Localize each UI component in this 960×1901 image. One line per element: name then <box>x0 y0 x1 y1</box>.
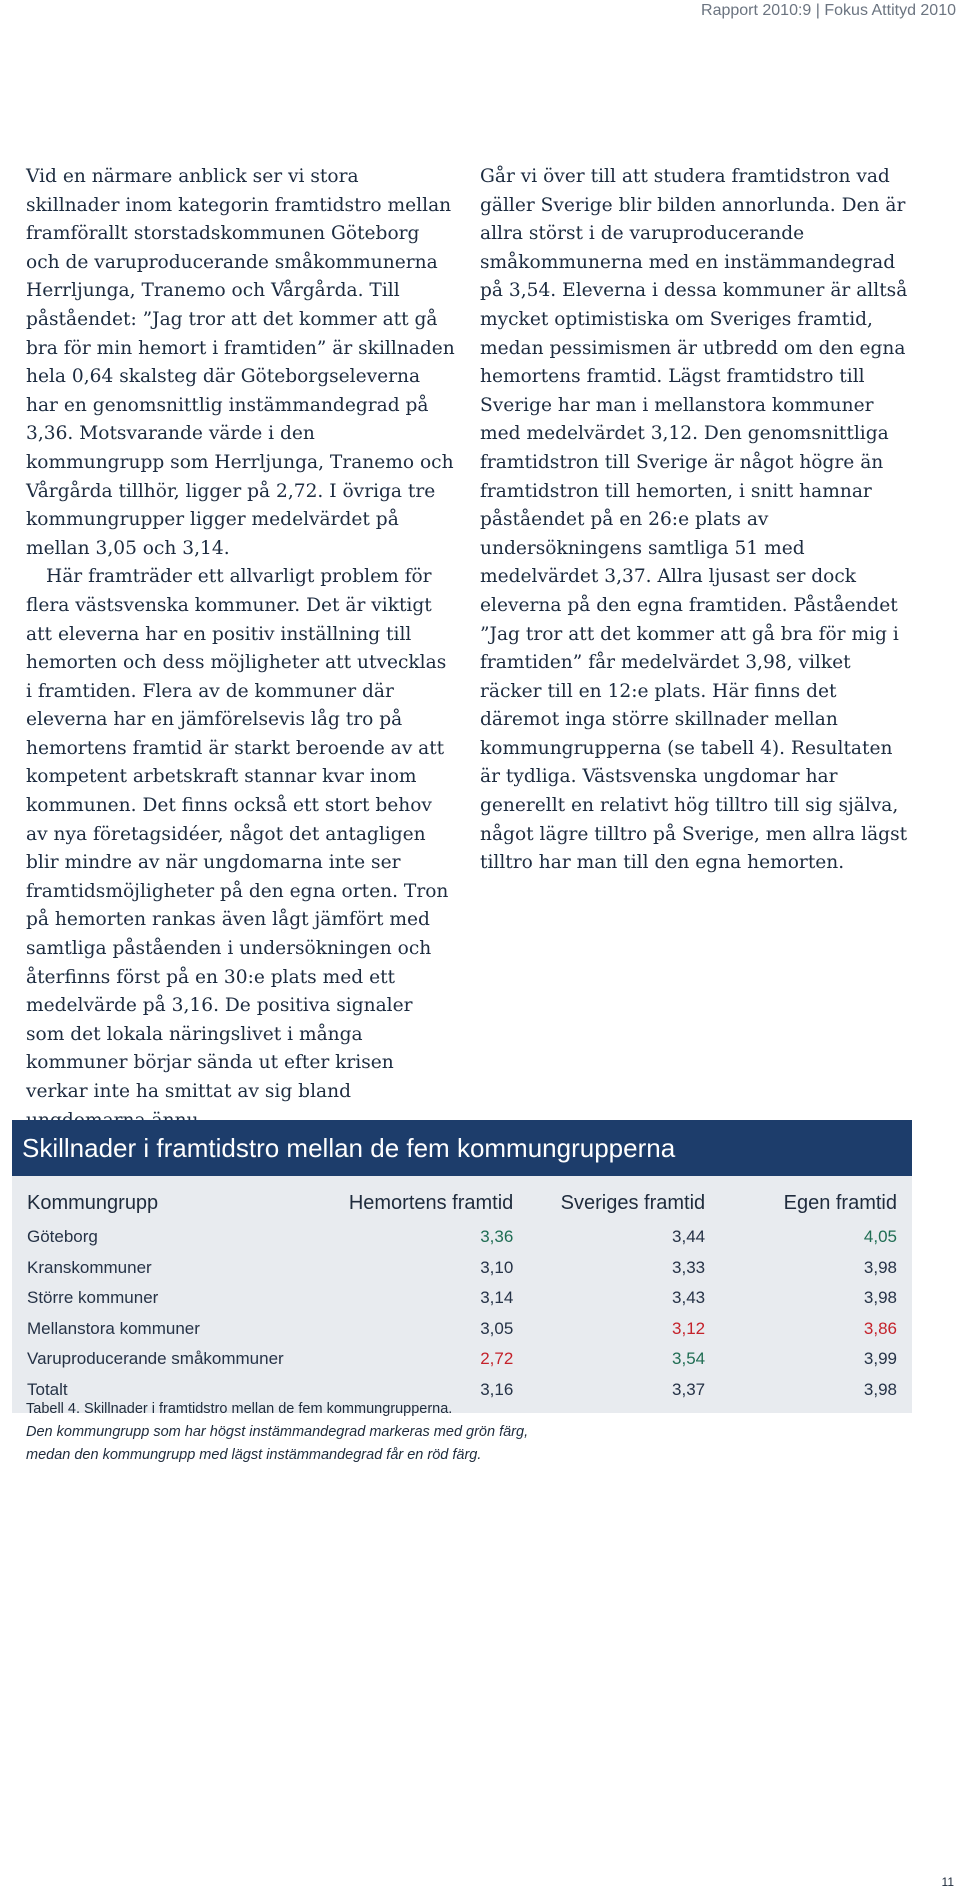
caption-title: Tabell 4. Skillnader i framtidstro mellan de fem kommungrupperna. <box>26 1401 453 1417</box>
table-rows <box>26 1222 898 1405</box>
row-label: Göteborg <box>27 1227 98 1246</box>
caption-note: medan den kommungrupp med lägst instämmandegrad får en röd färg. <box>26 1447 482 1463</box>
table-cell: 2,72 <box>480 1349 514 1368</box>
row-label: Mellanstora kommuner <box>27 1318 200 1338</box>
table-cell: 4,05 <box>863 1227 897 1246</box>
paragraph: Vid en närmare anblick ser vi stora skillnader inom kategorin framtidstro mellan framförallt storstadskommunen Göteborg och de varuproducerande småkommunerna Herrljunga, Tranemo och Vårgårda. Till påståendet: ”Jag tror att det kommer att gå bra för min hemort i framtiden” är skillnaden hela 0,64 skalsteg där Göteborgseleverna har en genomsnittlig instämmandegrad på 3,36. Motsvarande värde i den kommungrupp som Herrljunga, Tranemo och Vårgårda tillhör, ligger på 2,72. I övriga tre kommungrupper ligger medelvärdet på mellan 3,05 och 3,14. <box>26 166 455 559</box>
table-cell: 3,98 <box>863 1379 897 1399</box>
table-cell: 3,36 <box>480 1227 514 1246</box>
column-header: Hemortens framtid <box>348 1192 514 1214</box>
table-row <box>26 1314 898 1345</box>
table-row <box>26 1253 898 1284</box>
table-cell: 3,98 <box>863 1257 897 1277</box>
table-cell: 3,12 <box>672 1318 706 1338</box>
column-header: Kommungrupp <box>27 1192 159 1214</box>
framtidstro-table <box>26 1184 898 1405</box>
table-cell: 3,05 <box>480 1318 514 1338</box>
table-cell: 3,54 <box>672 1349 706 1368</box>
page-number: 11 <box>941 1875 954 1889</box>
column-header: Sveriges framtid <box>560 1192 706 1214</box>
table-cell: 3,98 <box>863 1288 897 1307</box>
right-text-column <box>480 163 910 878</box>
table-caption <box>26 1398 726 1467</box>
table-row <box>26 1283 898 1314</box>
table-cell: 3,99 <box>863 1349 897 1368</box>
row-label: Större kommuner <box>27 1288 159 1307</box>
table-cell: 3,16 <box>480 1379 514 1399</box>
table-header-row <box>26 1184 898 1222</box>
left-text-column <box>26 163 456 1135</box>
table-row <box>26 1344 898 1375</box>
row-label: Kranskommuner <box>27 1257 152 1277</box>
table-cell: 3,37 <box>672 1379 706 1399</box>
table-row <box>26 1222 898 1253</box>
table-cell: 3,33 <box>672 1257 706 1277</box>
row-label: Varuproducerande småkommuner <box>27 1349 284 1368</box>
row-label: Totalt <box>27 1379 68 1399</box>
table-cell: 3,10 <box>480 1257 514 1277</box>
framtidstro-table-panel <box>12 1120 912 1413</box>
table-cell: 3,86 <box>863 1318 897 1338</box>
table-cell: 3,43 <box>672 1288 706 1307</box>
paragraph: Går vi över till att studera framtidstron vad gäller Sverige blir bilden annorlunda. Den är allra störst i de varuproducerande småkommunerna med en instämmandegrad på 3,54. Eleverna i dessa kommuner är alltså mycket optimistiska om Sveriges framtid, medan pessimismen är utbredd om den egna hemortens framtid. Lägst framtidstro till Sverige har man i mellanstora kommuner med medelvärdet 3,12. Den genomsnittliga framtidstron till Sverige är något högre än framtidstron till hemorten, i snitt hamnar påståendet på en 26:e plats av undersökningens samtliga 51 med medelvärdet 3,37. Allra ljusast ser dock eleverna på den egna framtiden. Påståendet ”Jag tror att det kommer att gå bra för mig i framtiden” får medelvärdet 3,98, vilket räcker till en 12:e plats. Här finns det däremot inga större skillnader mellan kommungrupperna (se tabell 4). Resultaten är tydliga. Västsvenska ungdomar har generellt en relativt hög tilltro till sig själva, något lägre tilltro på Sverige, men allra lägst tilltro har man till den egna hemorten. <box>480 166 908 874</box>
table-title: Skillnader i framtidstro mellan de fem kommungrupperna <box>12 1120 912 1176</box>
table-cell: 3,44 <box>672 1227 706 1246</box>
table-cell: 3,14 <box>480 1288 514 1307</box>
running-header: Rapport 2010:9 | Fokus Attityd 2010 <box>701 2 956 19</box>
table-body <box>12 1176 912 1413</box>
column-header: Egen framtid <box>783 1192 897 1214</box>
caption-note: Den kommungrupp som har högst instämmandegrad markeras med grön färg, <box>26 1424 529 1440</box>
paragraph: Här framträder ett allvarligt problem för flera västsvenska kommuner. Det är viktigt att eleverna har en positiv inställning till hemorten och dess möjligheter att utvecklas i framtiden. Flera av de kommuner där eleverna har en jämförelsevis låg tro på hemortens framtid är starkt beroende av att kompetent arbetskraft stannar kvar inom kommunen. Det finns också ett stort behov av nya företagsidéer, något det antagligen blir mindre av när ungdomarna inte ser framtidsmöjligheter på den egna orten. Tron på hemorten rankas även lågt jämfört med samtliga påståenden i undersökningen och återfinns först på en 30:e plats med ett medelvärde på 3,16. De positiva signaler som det lokala näringslivet i många kommuner börjar sända ut efter krisen verkar inte ha smittat av sig bland <box>26 566 449 1102</box>
